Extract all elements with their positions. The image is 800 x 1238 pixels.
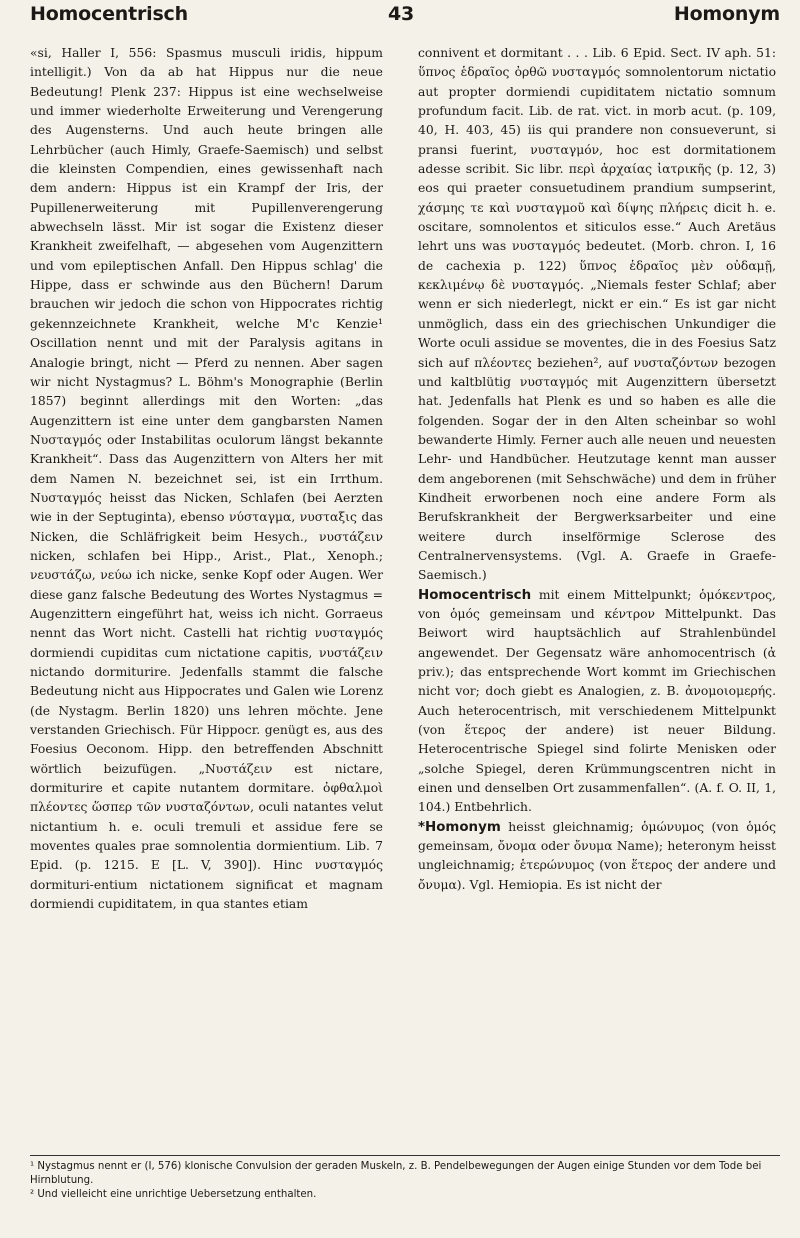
header-right-title: Homonym: [673, 3, 780, 25]
headword-homocentrisch: Homocentrisch: [418, 587, 532, 603]
footnotes: [30, 1155, 780, 1202]
header-left-title: Homocentrisch: [30, 3, 188, 25]
page-number: 43: [388, 3, 415, 25]
left-column-text: «si, Haller I, 556: Spasmus musculi iridis, hippum intelligit.) Von da ab hat Hippus nur die neue Bedeutung! Plenk 237: Hippus ist eine wechselweise und immer wiederholte Erweiterung und Verengerung des Augensterns. Und auch heute bringen alle Lehrbücher (auch Himly, Graefe-Saemisch) und selbst die kleinsten Compendien, eines gewissenhaft nach dem andern: Hippus ist ein Krampf der Iris, der Pupillenerweiterung mit Pupillenverengerung abwechseln lässt. Mir ist sogar die Existenz dieser Krankheit zweifelhaft, — abgesehen vom Augenzittern und vom epileptischen Anfall. Den Hippus schlag' die Hippe, dass er schwinde aus den Büchern! Darum brauchen wir jedoch die schon von Hippocrates richtig gekennzeichnete Krankheit, welche M'c Kenzie¹ Oscillation nennt und mit der Paralysis agitans in Analogie bringt, nicht — Pferd zu nennen. Aber sagen wir nicht Nystagmus? L. Böhm's Monographie (Berlin 1857) beginnt allerdings mit den Worten: „das Augenzittern ist eine unter dem gangbarsten Namen Νυσταγμός oder Instabilitas oculorum längst bekannte Krankheit“. Dass das Augenzittern von Alters her mit dem Namen N. bezeichnet sei, ist ein Irrthum. Νυσταγμός heisst das Nicken, Schlafen (bei Aerzten wie in der Septuginta), ebenso νύσταγμα, νυσταξις das Nicken, die Schläfrigkeit beim Hesych., νυστάζειν nicken, schlafen bei Hipp., Arist., Plat., Xenoph.; νευστάζω, νεύω ich nicke, senke Kopf oder Augen. Wer diese ganz falsche Bedeutung des Wortes Nystagmus = Augenzittern eingeführt hat, weiss ich nicht. Gorraeus nennt das Wort nicht. Castelli hat richtig νυσταγμός dormiendi cupiditas cum nictatione capitis, νυστάζειν nictando dormiturire. Jedenfalls stammt die falsche Bedeutung nicht aus Hippocrates und Galen wie Lorenz (de Nystagm. Berlin 1820) uns lehren möchte. Jene verstanden Griechisch. Für Hippocr. genügt es, aus des Foesius Oeconom. Hipp. den betreffenden Abschnitt wörtlich beizufügen. „Νυστάζειν est nictare, dormiturire et capite nutantem dormitare. ὀφθαλμοὶ πλέοντες ὥσπερ τῶν νυσταζόντων, oculi natantes velut nictantium h. e. oculi tremuli et assidue fere se moventes quales prae somnolentia dormientium. Lib. 7 Epid. (p. 1215. E [L. V, 390]). Hinc νυσταγμός dormituri-entium nictationem significat et magnam dormiendi cupiditatem, in qua stantes etiam: [30, 46, 383, 912]
left-column: [30, 44, 383, 914]
right-column: [418, 44, 776, 895]
footnote-1: ¹ Nystagmus nennt er (I, 576) klonische Convulsion der geraden Muskeln, z. B. Pendelbewegungen der Augen einige Stunden vor dem Tode bei Hirnblutung.: [30, 1161, 762, 1186]
headword-homonym: *Homonym: [418, 819, 501, 835]
entry-homonym: [418, 818, 776, 895]
entry-homocentrisch-text: mit einem Mittelpunkt; ὁμόκεντρος, von ὁμός gemeinsam und κέντρον Mittelpunkt. Das Beiwort wird hauptsächlich auf Strahlenbündel angewendet. Der Gegensatz wäre anhomocentrisch (ἀ priv.); das entsprechende Wort kommt im Griechischen nicht vor; doch giebt es Analogien, z. B. ἀνομοιομερής. Auch heterocentrisch, mit verschiedenem Mittelpunkt (von ἕτερος der andere) ist neuer Bildung. Heterocentrische Spiegel sind folirte Menisken oder „solche Spiegel, deren Krümmungscentren nicht in einen und denselben Ort zusammenfallen“. (A. f. O. II, 1, 104.) Entbehrlich.: [418, 587, 776, 815]
footnote-2: ² Und vielleicht eine unrichtige Uebersetzung enthalten.: [30, 1189, 317, 1200]
entry-homonym-text: heisst gleichnamig; ὁμώνυμος (von ὁμός gemeinsam, ὄνομα oder ὄνυμα Name); heteronym heisst ungleichnamig; ἑτερώνυμος (von ἕτερος der andere und ὄνυμα). Vgl. Hemiopia. Es ist nicht der: [418, 819, 776, 892]
running-header: [30, 0, 780, 36]
entry-homocentrisch: [418, 586, 776, 818]
right-column-text-continued: connivent et dormitant . . . Lib. 6 Epid. Sect. IV aph. 51: ὕπνος ἑδραῖος ὀρθῶ νυσταγμός somnolentorum nictatio aut propter dormiendi cupiditatem nictatio somnum profundum facit. Lib. de rat. vict. in morb acut. (p. 109, 40, H. 403, 45) iis qui prandere non consueverunt, si pransi fuerint, νυσταγμόν, hoc est dormitationem adesse scribit. Sic libr. περὶ ἀρχαίας ἰατρικῆς (p. 12, 3) eos qui praeter consuetudinem prandium sumpserint, χάσμης τε καὶ νυσταγμοῦ καὶ δίψης πλήρεις dicit h. e. oscitare, somnolentos et siticulos esse.“ Auch Aretäus lehrt uns was νυσταγμός bedeutet. (Morb. chron. I, 16 de cachexia p. 122) ὕπνος ἑδραῖος μὲν οὐδαμῇ, κεκλιμένῳ δὲ νυσταγμός. „Niemals fester Schlaf; aber wenn er sich niederlegt, nickt er ein.“ Es ist gar nicht unmöglich, dass ein des griechischen Unkundiger die Worte oculi assidue se moventes, die in des Foesius Satz sich auf πλέοντες beziehen², auf νυσταζόντων bezogen und kaltblütig νυσταγμός mit Augenzittern übersetzt hat. Jedenfalls hat Plenk es und so haben es alle die folgenden. Sogar der in den Alten scheinbar so wohl bewanderte Himly. Ferner auch alle neuen und neuesten Lehr- und Handbücher. Heutzutage kennt man ausser dem angeborenen (mit Sehschwäche) und dem in früher Kindheit erworbenen noch eine andere Form als Berufskrankheit der Bergwerksarbeiter und eine weitere durch inselförmige Sclerose des Centralnervensystems. (Vgl. A. Graefe in Graefe-Saemisch.): [418, 46, 776, 583]
